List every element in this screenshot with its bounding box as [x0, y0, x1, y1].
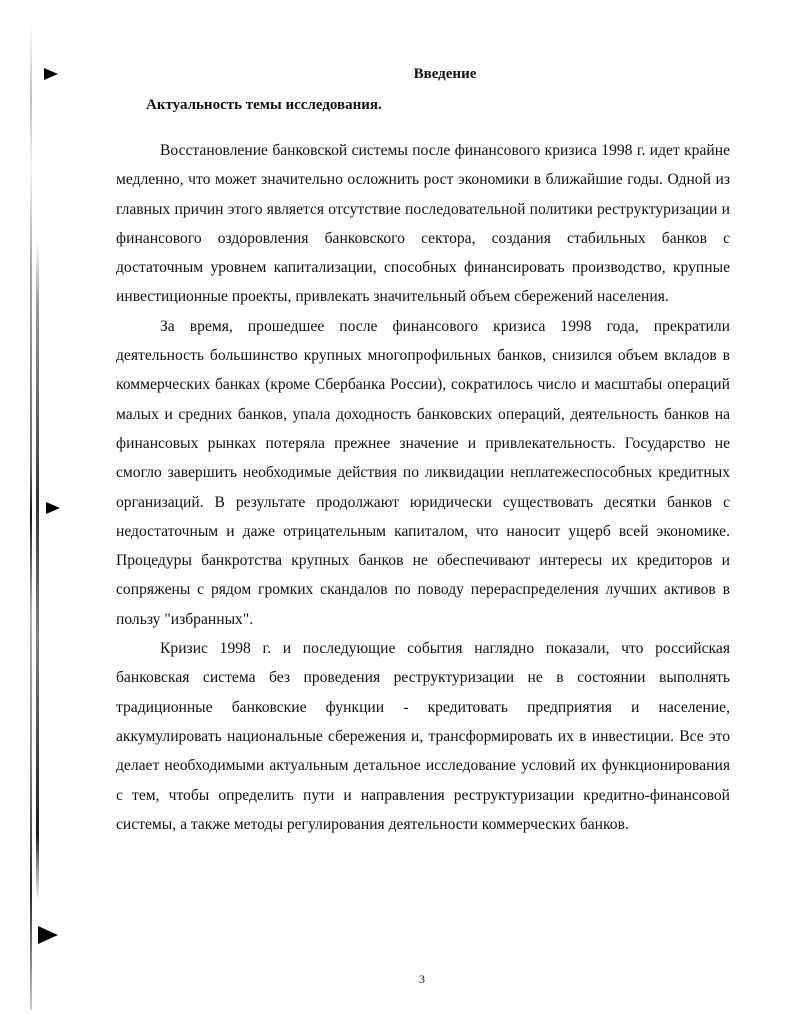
section-title: Актуальность темы исследования.	[146, 97, 382, 113]
body-text	[116, 136, 730, 839]
document-title: Введение	[413, 66, 477, 82]
scan-arrow-mark-icon	[38, 926, 58, 944]
scan-arrow-mark-icon	[46, 502, 60, 514]
scan-binding-edge	[30, 20, 32, 1010]
scan-binding-shadow	[36, 240, 39, 900]
page-number: 3	[419, 972, 425, 986]
paragraph: Кризис 1998 г. и последующие события наглядно показали, что российская банковская система без проведения реструктуризации не в состоянии выполнять традиционные банковские функции - кредитовать предприятия и население, аккумулировать национальные сбережения и, трансформировать их в инвестиции. Все это делает необходимыми актуальным детальное исследование условий их функционирования с тем, чтобы определить пути и направления реструктуризации кредитно-финансовой системы, а также методы регулирования деятельности коммерческих банков.	[116, 640, 730, 833]
paragraph: Восстановление банковской системы после финансового кризиса 1998 г. идет крайне медленно, что может значительно осложнить рост экономики в ближайшие годы. Одной из главных причин этого является отсутствие последовательной политики реструктуризации и финансового оздоровления банковского сектора, создания стабильных банков с достаточным уровнем капитализации, способных финансировать производство, крупные инвестиционные проекты, привлекать значительный объем сбережений населения.	[116, 142, 730, 306]
paragraph: За время, прошедшее после финансового кризиса 1998 года, прекратили деятельность большинство крупных многопрофильных банков, снизился объем вкладов в коммерческих банках (кроме Сбербанка России), сократилось число и масштабы операций малых и средних банков, упала доходность банковских операций, деятельность банков на финансовых рынках потеряла прежнее значение и привлекательность. Государство не смогло завершить необходимые действия по ликвидации неплатежеспособных кредитных организаций. В результате продолжают юридически существовать десятки банков с недостаточным и даже отрицательным капиталом, что наносит ущерб всей экономике. Процедуры банкротства крупных банков не обеспечивают интересы их кредиторов и сопряжены с рядом громких скандалов по поводу перераспределения лучших активов в пользу "избранных".	[116, 317, 730, 628]
